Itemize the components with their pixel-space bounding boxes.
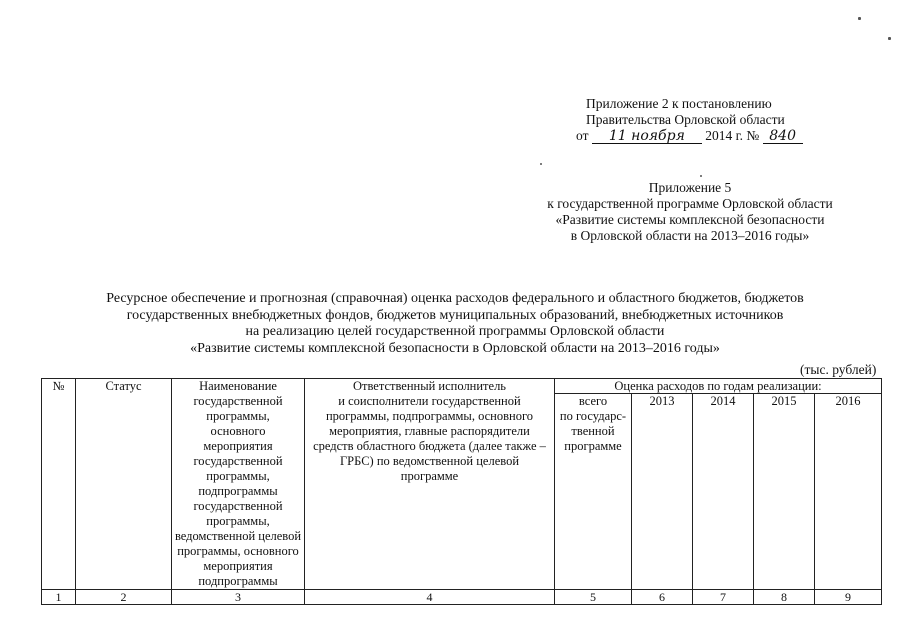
- header-number: №: [42, 379, 76, 590]
- column-number: 3: [172, 590, 305, 605]
- handwritten-date: 11 ноября: [592, 129, 702, 144]
- column-number: 5: [555, 590, 632, 605]
- document-title: [40, 291, 870, 357]
- header-total: всего по государс- твенной программе: [555, 394, 632, 590]
- header-year-2015: 2015: [754, 394, 815, 590]
- appendix-2-header: [560, 96, 840, 144]
- header-year-2013: 2013: [632, 394, 693, 590]
- column-number-row: [42, 590, 882, 605]
- appendix-2-line-1: Приложение 2 к постановлению: [586, 96, 772, 111]
- title-line-3: на реализацию целей государственной программы Орловской области: [245, 324, 665, 339]
- header-estimate: Оценка расходов по годам реализации:: [555, 379, 882, 394]
- handwritten-number: 840: [763, 129, 803, 144]
- column-number: 7: [693, 590, 754, 605]
- appendix-2-date-line: [560, 128, 840, 144]
- from-label: от: [576, 128, 589, 143]
- appendix-2-line-2: Правительства Орловской области: [586, 112, 785, 127]
- scan-speck: [858, 17, 861, 20]
- expenses-table: [41, 378, 882, 605]
- column-number: 8: [754, 590, 815, 605]
- appendix-5-line-4: в Орловской области на 2013–2016 годы»: [570, 228, 810, 243]
- column-number: 6: [632, 590, 693, 605]
- appendix-5-header: [520, 180, 860, 244]
- header-executor: Ответственный исполнитель и соисполнители государственной программы, подпрограммы, основного мероприятия, главные распорядители средств областного бюджета (далее также – ГРБС) по ведомственной целевой программе: [305, 379, 555, 590]
- scan-speck: [888, 37, 891, 40]
- column-number: 9: [815, 590, 882, 605]
- units-label: (тыс. рублей): [800, 362, 877, 377]
- table-header-row-1: [42, 379, 882, 394]
- appendix-5-line-2: к государственной программе Орловской области: [547, 196, 833, 211]
- year-number-label: 2014 г. №: [705, 128, 760, 143]
- column-number: 1: [42, 590, 76, 605]
- title-line-1: Ресурсное обеспечение и прогнозная (справочная) оценка расходов федерального и областного бюджетов, бюджетов: [106, 291, 804, 306]
- header-year-2014: 2014: [693, 394, 754, 590]
- header-name: Наименование государственной программы, основного мероприятия государственной программы, подпрограммы государственной программы, ведомственной целевой программы, основного мероприятия подпрограммы: [172, 379, 305, 590]
- appendix-5-line-3: «Развитие системы комплексной безопасности: [555, 212, 825, 227]
- scan-speck: [540, 163, 542, 165]
- title-line-2: государственных внебюджетных фондов, бюджетов муниципальных образований, внебюджетных источников: [126, 307, 784, 323]
- header-status: Статус: [76, 379, 172, 590]
- scan-speck: [700, 175, 702, 177]
- column-number: 2: [76, 590, 172, 605]
- appendix-5-line-1: Приложение 5: [648, 180, 732, 195]
- column-number: 4: [305, 590, 555, 605]
- header-year-2016: 2016: [815, 394, 882, 590]
- title-line-4: «Развитие системы комплексной безопасности в Орловской области на 2013–2016 годы»: [190, 340, 720, 356]
